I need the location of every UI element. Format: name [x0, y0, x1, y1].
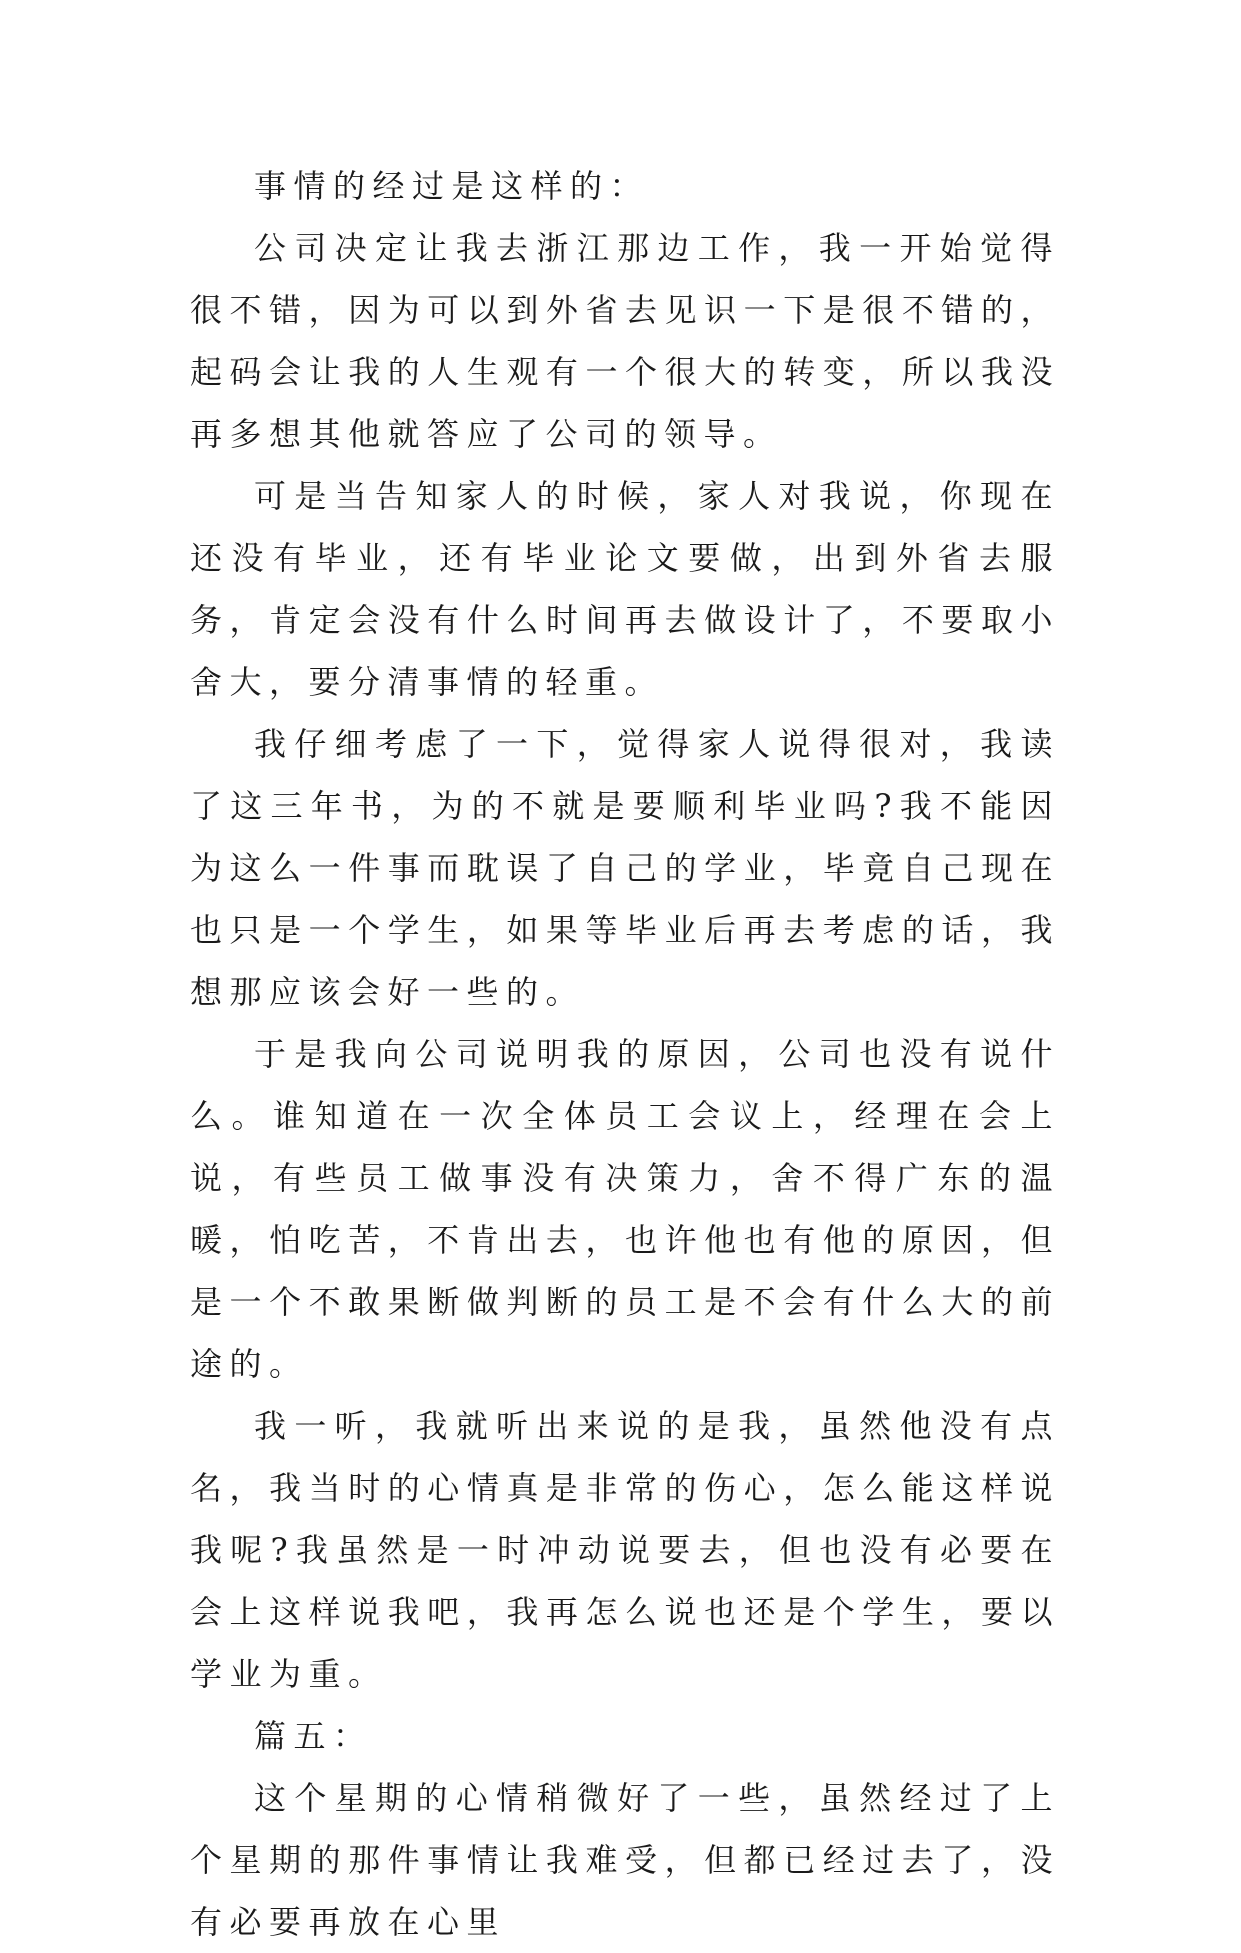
- paragraph-meeting: 于是我向公司说明我的原因，公司也没有说什么。谁知道在一次全体员工会议上，经理在会上说，有些员工做事没有决策力，舍不得广东的温暖，怕吃苦，不肯出去，也许他也有他的原因，但是一个不敢果断做判断的员工是不会有什么大的前途的。: [190, 1035, 1060, 1383]
- paragraph-family-advice: 可是当告知家人的时候，家人对我说，你现在还没有毕业，还有毕业论文要做，出到外省去服务，肯定会没有什么时间再去做设计了，不要取小舍大，要分清事情的轻重。: [190, 477, 1060, 701]
- paragraph-intro: 事情的经过是这样的：: [254, 167, 650, 205]
- paragraph-company-decision: 公司决定让我去浙江那边工作，我一开始觉得很不错，因为可以到外省去见识一下是很不错的，起码会让我的人生观有一个很大的转变，所以我没再多想其他就答应了公司的领导。: [190, 229, 1060, 453]
- paragraph-this-week: 这个星期的心情稍微好了一些，虽然经过了上个星期的那件事情让我难受，但都已经过去了，没有必要再放在心里: [190, 1779, 1060, 1941]
- paragraph-consideration: 我仔细考虑了一下，觉得家人说得很对，我读了这三年书，为的不就是要顺利毕业吗?我不能因为这么一件事而耽误了自己的学业，毕竟自己现在也只是一个学生，如果等毕业后再去考虑的话，我想那应该会好一些的。: [190, 725, 1060, 1011]
- paragraph-reaction: 我一听，我就听出来说的是我，虽然他没有点名，我当时的心情真是非常的伤心，怎么能这样说我呢?我虽然是一时冲动说要去，但也没有必要在会上这样说我吧，我再怎么说也还是个学生，要以学业为重。: [190, 1407, 1060, 1693]
- section-heading: 篇五：: [254, 1717, 373, 1755]
- document-body: [190, 155, 1060, 1953]
